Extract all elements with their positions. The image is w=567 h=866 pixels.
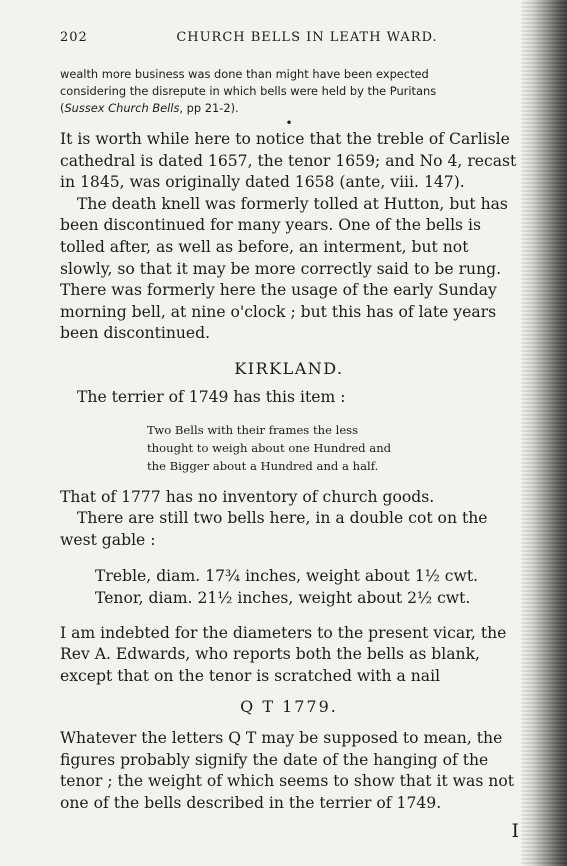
bell-tenor: Tenor, diam. 21½ inches, weight about 2½ cwt. xyxy=(95,588,471,607)
bell-treble: Treble, diam. 17¾ inches, weight about 1½ cwt. xyxy=(95,567,479,586)
text-line: I am indebted for the diameters to the present vicar, the xyxy=(60,623,507,642)
paragraph-closing xyxy=(60,728,518,814)
text-line: The terrier of 1749 has this item : xyxy=(77,387,346,406)
quote-line: thought to weigh about one Hundred and xyxy=(147,440,392,455)
text-line: one of the bells described in the terrier of 1749. xyxy=(60,794,442,813)
book-page xyxy=(60,30,518,815)
text-line: There was formerly here the usage of the early Sunday xyxy=(60,281,497,300)
note-line: considering the disrepute in which bells were held by the Puritans xyxy=(60,84,437,98)
page-number: 202 xyxy=(60,30,88,45)
text-line: morning bell, at nine o'clock ; but this has of late years xyxy=(60,302,497,321)
catchword: I xyxy=(511,820,519,842)
text-line: in 1845, was originally dated 1658 (ante, viii. 147). xyxy=(60,173,465,192)
ornament-dot: • xyxy=(285,116,293,130)
footnote-continuation xyxy=(60,66,518,117)
paragraph-two-bells xyxy=(60,508,518,551)
paragraph-inventory xyxy=(60,487,518,509)
book-binding-shadow xyxy=(521,0,567,866)
text-line: west gable : xyxy=(60,530,156,549)
text-line: Rev A. Edwards, who reports both the bells as blank, xyxy=(60,645,480,664)
paragraph-terrier xyxy=(60,387,518,409)
note-line: (Sussex Church Bells, pp 21-2). xyxy=(60,101,239,115)
text-line: There are still two bells here, in a double cot on the xyxy=(77,509,488,528)
bell-inscription: Q T 1779. xyxy=(240,697,338,717)
note-line: wealth more business was done than might have been expected xyxy=(60,67,429,81)
text-line: been discontinued for many years. One of the bells is xyxy=(60,216,482,235)
text-line: been discontinued. xyxy=(60,324,211,343)
text-line: tolled after, as well as before, an interment, but not xyxy=(60,237,469,256)
text-line: tenor ; the weight of which seems to show that it was not xyxy=(60,772,514,791)
text-line: except that on the tenor is scratched with a nail xyxy=(60,666,441,685)
section-title-kirkland: KIRKLAND. xyxy=(234,358,344,378)
text-line: Whatever the letters Q T may be supposed to mean, the xyxy=(60,729,503,748)
bell-list xyxy=(95,566,518,609)
running-head: CHURCH BELLS IN LEATH WARD. xyxy=(176,30,438,45)
quote-line: the Bigger about a Hundred and a half. xyxy=(147,458,379,473)
text-line: The death knell was formerly tolled at Hutton, but has xyxy=(77,194,508,213)
paragraph-vicar xyxy=(60,623,518,688)
citation: Sussex Church Bells xyxy=(64,101,180,115)
text-line: slowly, so that it may be more correctly said to be rung. xyxy=(60,259,502,278)
page-header xyxy=(60,30,518,52)
paragraph-carlisle xyxy=(60,129,518,194)
text-line: figures probably signify the date of the hanging of the xyxy=(60,750,489,769)
text-line: cathedral is dated 1657, the tenor 1659; and No 4, recast xyxy=(60,151,517,170)
text-line: That of 1777 has no inventory of church goods. xyxy=(60,487,435,506)
paragraph-death-knell xyxy=(60,194,518,345)
terrier-quotation xyxy=(147,421,518,475)
quote-line: Two Bells with their frames the less xyxy=(147,422,359,437)
text-line: It is worth while here to notice that the treble of Carlisle xyxy=(60,130,510,148)
